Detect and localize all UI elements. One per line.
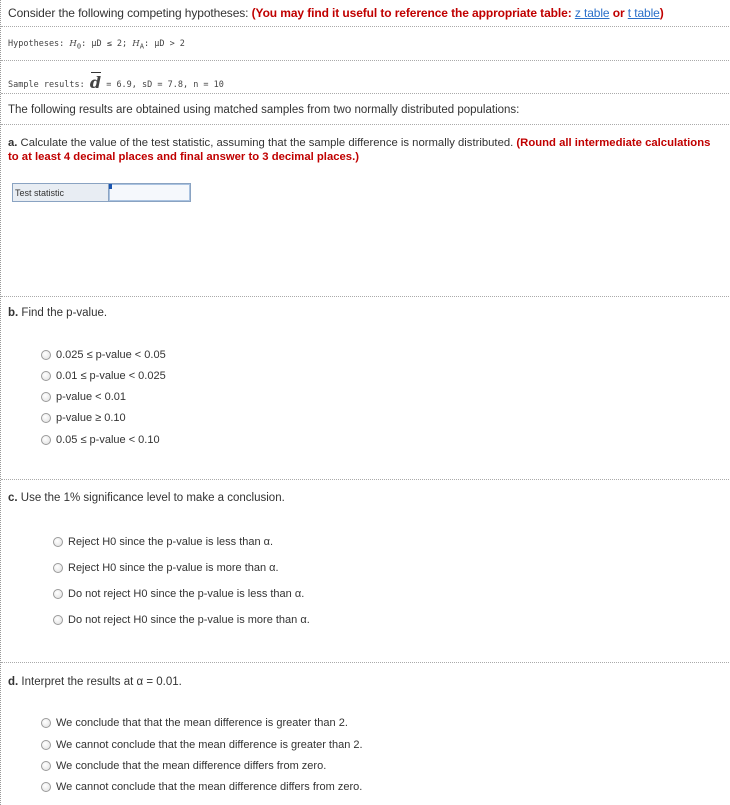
p-value-option-2[interactable]: 0.01 ≤ p-value < 0.025 [41, 370, 166, 382]
test-statistic-table [12, 183, 191, 202]
radio-button-icon[interactable] [41, 392, 51, 402]
radio-button-icon[interactable] [41, 740, 51, 750]
hypotheses-line [8, 39, 185, 51]
conclusion-option-1[interactable]: Reject H0 since the p-value is less than α. [53, 536, 273, 548]
part-c-question [8, 492, 285, 504]
intro-text: Consider the following competing hypotheses: [8, 6, 252, 20]
t-table-link[interactable]: t table [627, 6, 660, 20]
interpretation-option-1[interactable]: We conclude that that the mean difference is greater than 2. [41, 717, 348, 729]
intro-close: ) [659, 6, 664, 20]
interpretation-option-3[interactable]: We conclude that the mean difference differs from zero. [41, 760, 326, 772]
radio-button-icon[interactable] [41, 761, 51, 771]
part-b-label: b. [8, 307, 19, 319]
sample-label: Sample results: [8, 80, 85, 90]
part-b-text: Find the p-value. [18, 307, 108, 319]
intro-red-text: (You may find it useful to reference the appropriate table: [251, 6, 575, 20]
part-d-question [8, 676, 182, 688]
part-d-label: d. [8, 676, 19, 688]
radio-button-icon[interactable] [41, 435, 51, 445]
p-value-option-3[interactable]: p-value < 0.01 [41, 391, 126, 403]
radio-button-icon[interactable] [41, 718, 51, 728]
divider [1, 60, 729, 62]
divider [1, 26, 729, 28]
divider [1, 479, 729, 481]
part-a-label: a. [8, 137, 18, 149]
p-value-option-1[interactable]: 0.025 ≤ p-value < 0.05 [41, 349, 166, 361]
interpretation-option-2[interactable]: We cannot conclude that the mean difference is greater than 2. [41, 739, 363, 751]
z-table-link[interactable]: z table [574, 6, 610, 20]
radio-button-icon[interactable] [41, 782, 51, 792]
divider [1, 93, 729, 95]
conclusion-option-2[interactable]: Reject H0 since the p-value is more than α. [53, 562, 279, 574]
radio-button-icon[interactable] [41, 413, 51, 423]
part-d-text: Interpret the results at α = 0.01. [18, 676, 182, 688]
divider [1, 124, 729, 126]
test-statistic-input[interactable] [109, 184, 190, 201]
part-b-question [8, 307, 107, 319]
radio-button-icon[interactable] [53, 589, 63, 599]
radio-button-icon[interactable] [53, 537, 63, 547]
radio-button-icon[interactable] [41, 350, 51, 360]
p-value-option-5[interactable]: 0.05 ≤ p-value < 0.10 [41, 434, 160, 446]
sample-results-line [8, 72, 224, 91]
description-text: The following results are obtained using matched samples from two normally distributed populations: [8, 104, 520, 116]
part-a-rounding-note: (Round all intermediate calculations to at least 4 decimal places and final answer to 3 decimal places.) [8, 137, 711, 163]
part-a-question [8, 136, 720, 164]
conclusion-option-4[interactable]: Do not reject H0 since the p-value is more than α. [53, 614, 310, 626]
intro-or: or [609, 6, 628, 20]
part-c-text: Use the 1% significance level to make a conclusion. [17, 492, 285, 504]
p-value-option-4[interactable]: p-value ≥ 0.10 [41, 412, 126, 424]
intro-line [8, 6, 664, 20]
h0-text: $H_0$: μD ≤ 2; [69, 39, 133, 51]
interpretation-option-4[interactable]: We cannot conclude that the mean difference differs from zero. [41, 781, 362, 793]
radio-button-icon[interactable] [53, 615, 63, 625]
sample-values: = 6.9, sD = 7.8, n = 10 [106, 80, 224, 90]
part-a-text: Calculate the value of the test statistic, assuming that the sample difference is normally distributed. [17, 137, 517, 149]
divider [1, 662, 729, 664]
d-bar-symbol: d [89, 73, 102, 92]
conclusion-option-3[interactable]: Do not reject H0 since the p-value is less than α. [53, 588, 304, 600]
part-c-label: c. [8, 492, 18, 504]
divider [1, 296, 729, 298]
hypotheses-label: Hypotheses: [8, 39, 65, 49]
test-statistic-label: Test statistic [13, 184, 109, 201]
ha-text: $H_A$: μD > 2 [132, 39, 185, 51]
radio-button-icon[interactable] [41, 371, 51, 381]
radio-button-icon[interactable] [53, 563, 63, 573]
